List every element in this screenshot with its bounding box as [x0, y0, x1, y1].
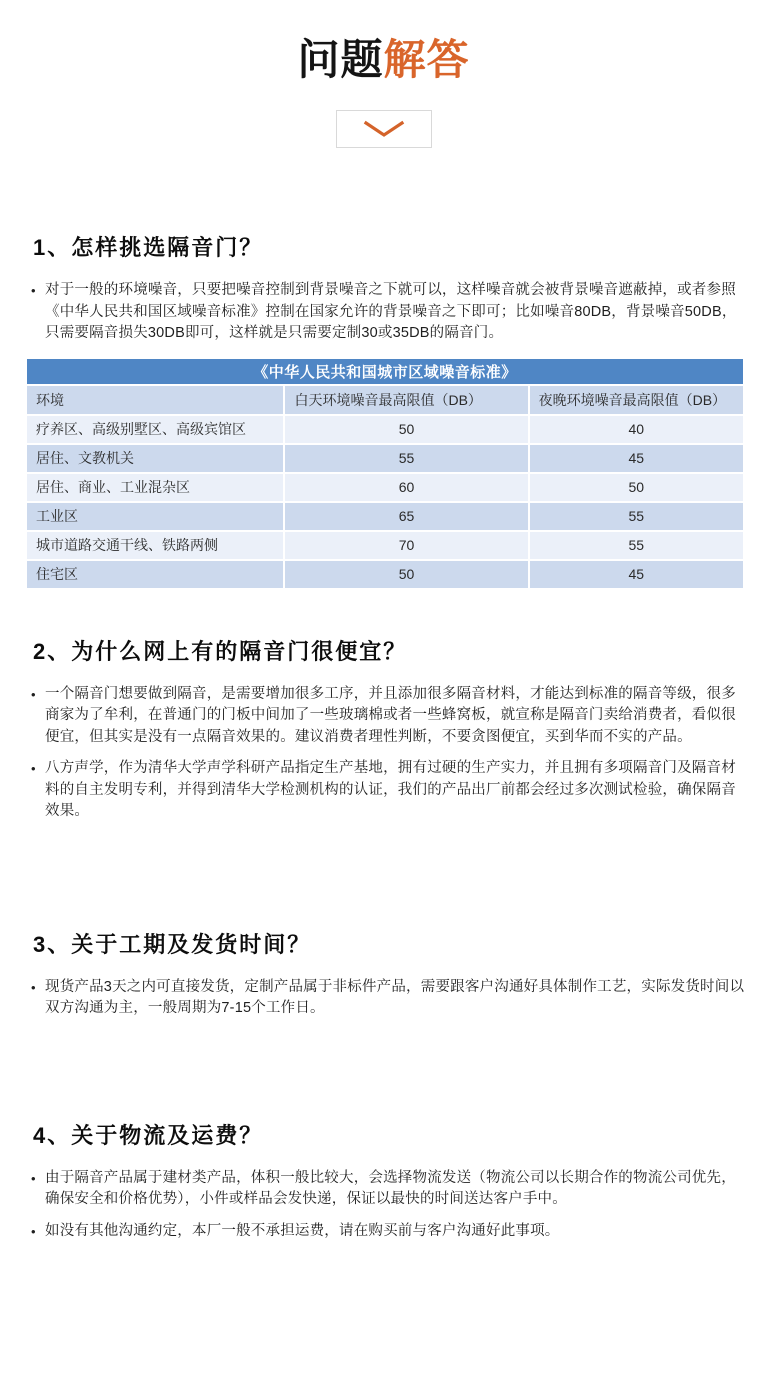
faq-content — [0, 232, 767, 1242]
answer-text: 一个隔音门想要做到隔音，是需要增加很多工序，并且添加很多隔音材料，才能达到标准的隔音等级，很多商家为了牟利，在普通门的门板中间加了一些玻璃棉或者一些蜂窝板，就宣称是隔音门卖给消费者，看似很便宜，但其实是没有一点隔音效果的。建议消费者理性判断，不要贪图便宜，买到华而不实的产品。 — [45, 685, 736, 745]
cell-environment: 住宅区 — [26, 560, 284, 589]
cell-environment: 居住、文教机关 — [26, 444, 284, 473]
page-header — [0, 0, 767, 148]
cell-day-value: 65 — [284, 502, 528, 531]
cell-day-value: 50 — [284, 415, 528, 444]
faq-section-1 — [25, 232, 745, 590]
bullet-icon: • — [31, 979, 36, 995]
answer-text: 现货产品3天之内可直接发货，定制产品属于非标件产品，需要跟客户沟通好具体制作工艺，实际发货时间以双方沟通为主，一般周期为7-15个工作日。 — [45, 978, 745, 1017]
faq-section-2 — [25, 636, 745, 823]
answer-text: 对于一般的环境噪音，只要把噪音控制到背景噪音之下就可以，这样噪音就会被背景噪音遮蔽掉，或者参照《中华人民共和国区域噪音标准》控制在国家允许的背景噪音之下即可；比如噪音80DB，背景噪音50DB，只需要隔音损失30DB即可，这样就是只需要定制30或35DB的隔音门。 — [45, 282, 737, 342]
table-row — [26, 560, 744, 589]
cell-environment: 疗养区、高级别墅区、高级宾馆区 — [26, 415, 284, 444]
answer-text: 如没有其他沟通约定，本厂一般不承担运费，请在购买前与客户沟通好此事项。 — [45, 1222, 560, 1239]
cell-night-value: 40 — [529, 415, 744, 444]
bullet-icon: • — [31, 686, 36, 702]
bullet-icon: • — [31, 1223, 36, 1239]
table-row — [26, 531, 744, 560]
page-title-black-part: 问题 — [297, 36, 384, 83]
question-4-heading: 4、关于物流及运费？ — [33, 1122, 264, 1148]
bullet-icon: • — [31, 1170, 36, 1186]
column-header-day-limit: 白天环境噪音最高限值（DB） — [284, 385, 528, 415]
cell-day-value: 70 — [284, 531, 528, 560]
table-row — [26, 502, 744, 531]
cell-environment: 工业区 — [26, 502, 284, 531]
column-header-environment: 环境 — [26, 385, 284, 415]
question-3-heading: 3、关于工期及发货时间？ — [33, 931, 312, 957]
cell-night-value: 45 — [529, 560, 744, 589]
bullet-icon: • — [31, 283, 36, 299]
page-title — [0, 36, 767, 84]
column-header-night-limit: 夜晚环境噪音最高限值（DB） — [529, 385, 744, 415]
chevron-down-icon — [363, 120, 405, 138]
cell-night-value: 45 — [529, 444, 744, 473]
faq-section-4 — [25, 1120, 745, 1243]
table-title: 《中华人民共和国城市区域噪音标准》 — [26, 358, 744, 385]
answer-bullet — [25, 280, 745, 345]
noise-standard-table — [25, 357, 745, 590]
answer-text: 由于隔音产品属于建材类产品，体积一般比较大，会选择物流发送（物流公司以长期合作的物流公司优先，确保安全和价格优势），小件或样品会发快递，保证以最快的时间送达客户手中。 — [45, 1169, 736, 1208]
answer-bullet — [25, 977, 745, 1020]
answer-text: 八方声学，作为清华大学声学科研产品指定生产基地，拥有过硬的生产实力，并且拥有多项隔音门及隔音材料的自主发明专利，并得到清华大学检测机构的认证，我们的产品出厂前都会经过多次测试检验，确保隔音效果。 — [45, 760, 736, 820]
answer-bullet — [25, 684, 745, 749]
cell-environment: 居住、商业、工业混杂区 — [26, 473, 284, 502]
cell-day-value: 60 — [284, 473, 528, 502]
answer-bullet — [25, 758, 745, 823]
page-title-orange-part: 解答 — [383, 36, 470, 83]
answer-bullet — [25, 1221, 745, 1243]
answer-bullet — [25, 1168, 745, 1211]
bullet-icon: • — [31, 761, 36, 777]
table-row — [26, 444, 744, 473]
table-row — [26, 473, 744, 502]
cell-day-value: 55 — [284, 444, 528, 473]
cell-night-value: 55 — [529, 531, 744, 560]
expand-toggle-button[interactable] — [336, 110, 432, 148]
table-row — [26, 415, 744, 444]
cell-environment: 城市道路交通干线、铁路两侧 — [26, 531, 284, 560]
question-1-heading: 1、怎样挑选隔音门？ — [33, 235, 264, 261]
faq-section-3 — [25, 929, 745, 1020]
cell-night-value: 55 — [529, 502, 744, 531]
cell-night-value: 50 — [529, 473, 744, 502]
cell-day-value: 50 — [284, 560, 528, 589]
question-2-heading: 2、为什么网上有的隔音门很便宜？ — [33, 638, 408, 664]
